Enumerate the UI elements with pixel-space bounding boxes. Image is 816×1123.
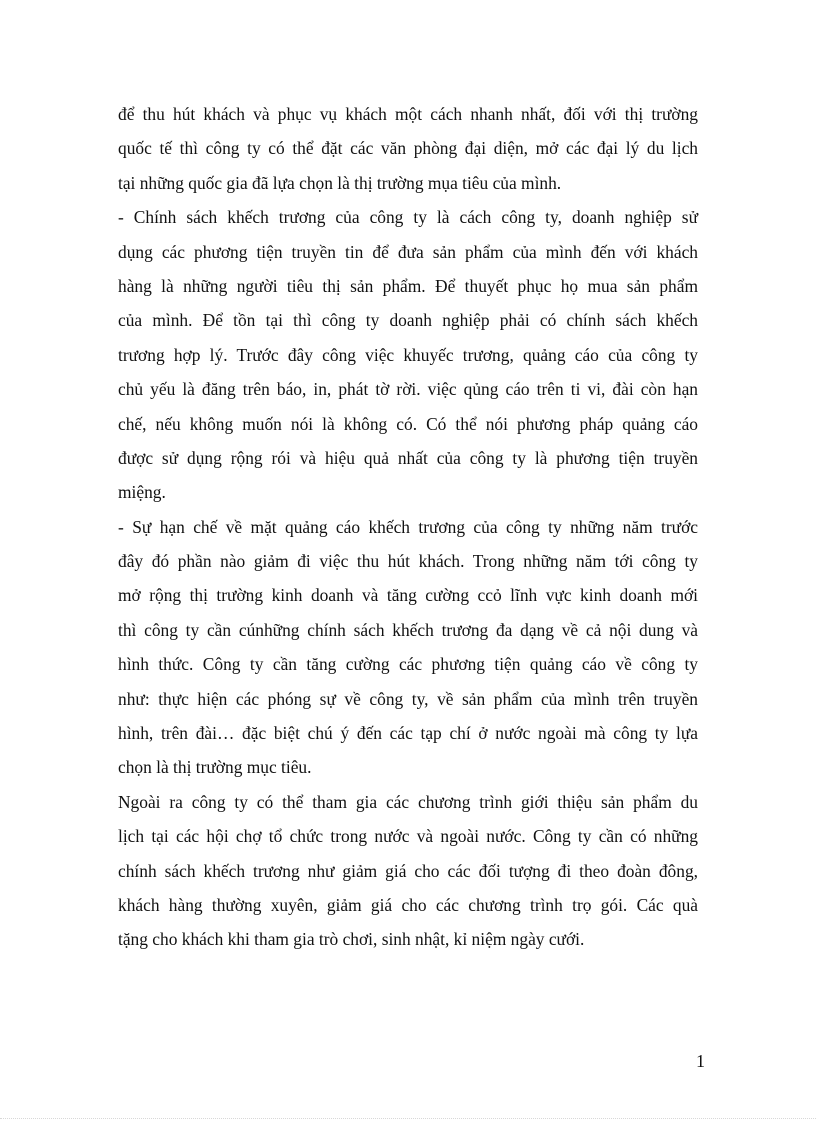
- text-line: được sử dụng rộng rói và hiệu quả nhất của công ty là phương tiện truyền: [118, 447, 698, 468]
- text-line: trương hợp lý. Trước đây công việc khuyếc trương, quảng cáo của công ty: [118, 344, 698, 365]
- body-text: [118, 97, 698, 957]
- text-line: chế, nếu không muốn nói là không có. Có thể nói phương pháp quảng cáo: [118, 413, 698, 434]
- text-line: tặng cho khách khi tham gia trò chơi, sinh nhật, kỉ niệm ngày cưới.: [118, 929, 585, 950]
- text-line: mở rộng thị trường kinh doanh và tăng cường ccỏ lĩnh vực kinh doanh mới: [118, 585, 698, 606]
- paragraph-2: [118, 200, 698, 510]
- text-line: - Sự hạn chế về mặt quảng cáo khếch trương của công ty những năm trước: [118, 516, 698, 537]
- paragraph-3: [118, 510, 698, 785]
- text-line: chính sách khếch trương như giảm giá cho các đối tượng đi theo đoàn đông,: [118, 860, 698, 881]
- text-line: chọn là thị trường mục tiêu.: [118, 757, 312, 778]
- text-line: như: thực hiện các phóng sự về công ty, về sản phẩm của mình trên truyền: [118, 688, 698, 709]
- text-line: Ngoài ra công ty có thể tham gia các chương trình giới thiệu sản phẩm du: [118, 791, 698, 812]
- text-line: quốc tế thì công ty có thể đặt các văn phòng đại diện, mở các đại lý du lịch: [118, 138, 698, 159]
- page-bottom-divider: [0, 1118, 816, 1119]
- paragraph-4: [118, 785, 698, 957]
- text-line: tại những quốc gia đã lựa chọn là thị trường mụa tiêu của mình.: [118, 172, 562, 193]
- text-line: dụng các phương tiện truyền tin để đưa sản phẩm của mình đến với khách: [118, 241, 698, 262]
- text-line: hình thức. Công ty cần tăng cường các phương tiện quảng cáo về công ty: [118, 654, 698, 675]
- text-line: để thu hút khách và phục vụ khách một cách nhanh nhất, đối với thị trường: [118, 104, 698, 124]
- page-number: 1: [696, 1051, 705, 1071]
- text-line: của mình. Để tồn tại thì công ty doanh nghiệp phải có chính sách khếch: [118, 310, 698, 331]
- text-line: khách hàng thường xuyên, giảm giá cho các chương trình trọ gói. Các quà: [118, 894, 698, 915]
- text-line: đây đó phần nào giảm đi việc thu hút khách. Trong những năm tới công ty: [118, 551, 698, 572]
- text-line: lịch tại các hội chợ tổ chức trong nước và ngoài nước. Công ty cần có những: [118, 826, 698, 847]
- text-line: thì công ty cần cúnhững chính sách khếch trương đa dạng về cả nội dung và: [118, 619, 698, 640]
- text-line: hình, trên đài… đặc biệt chú ý đến các tạp chí ở nước ngoài mà công ty lựa: [118, 723, 698, 744]
- paragraph-1: [118, 97, 698, 200]
- text-line: hàng là những người tiêu thị sản phẩm. Để thuyết phục họ mua sản phẩm: [118, 275, 698, 296]
- text-line: - Chính sách khếch trương của công ty là cách công ty, doanh nghiệp sử: [118, 207, 698, 228]
- text-line: chủ yếu là đăng trên báo, in, phát tờ rời. việc qủng cáo trên ti vi, đài còn hạn: [118, 379, 698, 400]
- text-line: miệng.: [118, 482, 166, 503]
